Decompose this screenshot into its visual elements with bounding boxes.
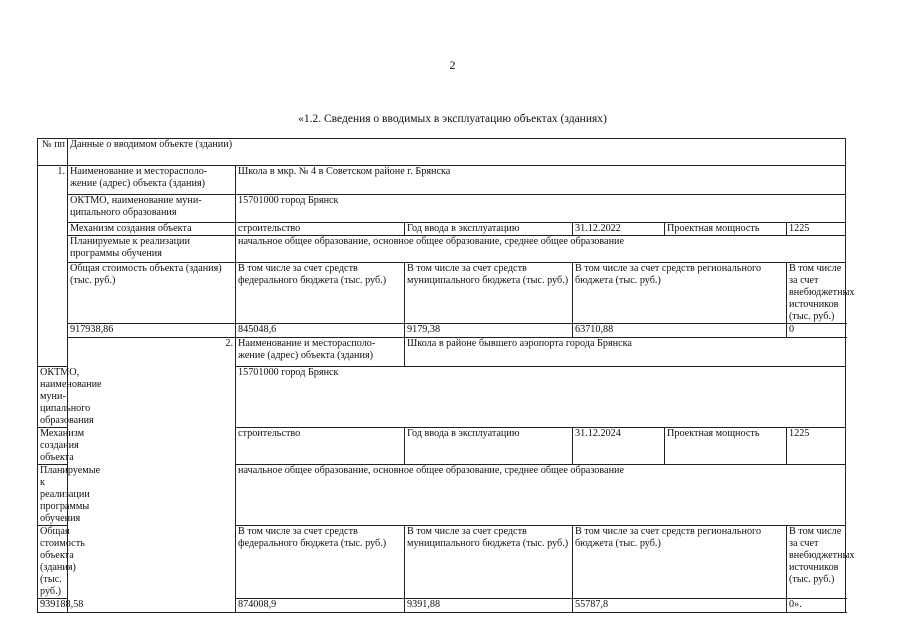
table-row: [38, 263, 846, 324]
object-programs: начальное общее образование, основное общее образование, среднее общее образование: [236, 465, 846, 526]
page-number: 2: [449, 58, 456, 72]
table-row: [38, 195, 846, 223]
object-oktmo: 15701000 город Брянск: [236, 367, 846, 428]
object-year: 31.12.2024: [573, 428, 665, 465]
label-name-address: Наименование и месторасполо-жение (адрес) объекта (здания): [68, 166, 236, 195]
label-federal: В том числе за счет средств федерального бюджета (тыс. руб.): [236, 526, 405, 599]
value-extra: 0».: [787, 599, 846, 613]
label-total-cost: Общая стоимость объекта (здания) (тыс. руб.): [38, 526, 68, 599]
label-municipal: В том числе за счет средств муниципального бюджета (тыс. руб.): [405, 263, 573, 324]
label-federal: В том числе за счет средств федерального бюджета (тыс. руб.): [236, 263, 405, 324]
label-planned: Планируемые к реализации программы обучения: [38, 465, 68, 526]
label-oktmo: ОКТМО, наименование муни-ципального образования: [68, 195, 236, 223]
label-regional: В том числе за счет средств регионального бюджета (тыс. руб.): [573, 526, 787, 599]
object-programs: начальное общее образование, основное общее образование, среднее общее образование: [236, 236, 846, 263]
label-mechanism: Механизм создания объекта: [68, 223, 236, 236]
value-federal: 845048,6: [236, 324, 405, 338]
table-header-row: [38, 139, 846, 166]
object-name: Школа в районе бывшего аэропорта города Брянска: [405, 338, 846, 367]
table-row: [38, 236, 846, 263]
value-regional: 63710,88: [573, 324, 787, 338]
table-row: [38, 324, 846, 338]
object-mechanism: строительство: [236, 223, 405, 236]
object-number: 1.: [38, 166, 68, 367]
label-capacity: Проектная мощность: [665, 223, 787, 236]
value-extra: 0: [787, 324, 846, 338]
object-year: 31.12.2022: [573, 223, 665, 236]
label-oktmo: ОКТМО, наименование муни-ципального образования: [38, 367, 68, 428]
label-extra: В том числе за счет внебюджетных источников (тыс. руб.): [787, 263, 846, 324]
value-federal: 874008,9: [236, 599, 405, 613]
label-municipal: В том числе за счет средств муниципального бюджета (тыс. руб.): [405, 526, 573, 599]
object-capacity: 1225: [787, 428, 846, 465]
object-number: 2.: [68, 338, 236, 613]
table-row: [38, 223, 846, 236]
label-year: Год ввода в эксплуатацию: [405, 428, 573, 465]
value-total: 939188,58: [38, 599, 68, 613]
header-num: № пп: [38, 139, 68, 166]
value-municipal: 9179,38: [405, 324, 573, 338]
value-total: 917938,86: [68, 324, 236, 338]
label-name-address: Наименование и месторасполо-жение (адрес) объекта (здания): [236, 338, 405, 367]
object-mechanism: строительство: [236, 428, 405, 465]
object-oktmo: 15701000 город Брянск: [236, 195, 846, 223]
label-planned: Планируемые к реализации программы обучения: [68, 236, 236, 263]
object-name: Школа в мкр. № 4 в Советском районе г. Брянска: [236, 166, 846, 195]
section-title: «1.2. Сведения о вводимых в эксплуатацию объектах (зданиях): [298, 113, 607, 125]
header-data: Данные о вводимом объекте (здании): [68, 139, 846, 166]
label-total-cost: Общая стоимость объекта (здания) (тыс. руб.): [68, 263, 236, 324]
table-row: [38, 166, 846, 195]
value-municipal: 9391,88: [405, 599, 573, 613]
label-year: Год ввода в эксплуатацию: [405, 223, 573, 236]
object-capacity: 1225: [787, 223, 846, 236]
table-row: [38, 338, 846, 367]
label-capacity: Проектная мощность: [665, 428, 787, 465]
label-extra: В том числе за счет внебюджетных источников (тыс. руб.): [787, 526, 846, 599]
objects-table: [37, 138, 855, 613]
label-regional: В том числе за счет средств регионального бюджета (тыс. руб.): [573, 263, 787, 324]
label-mechanism: Механизм создания объекта: [38, 428, 68, 465]
value-regional: 55787,8: [573, 599, 787, 613]
